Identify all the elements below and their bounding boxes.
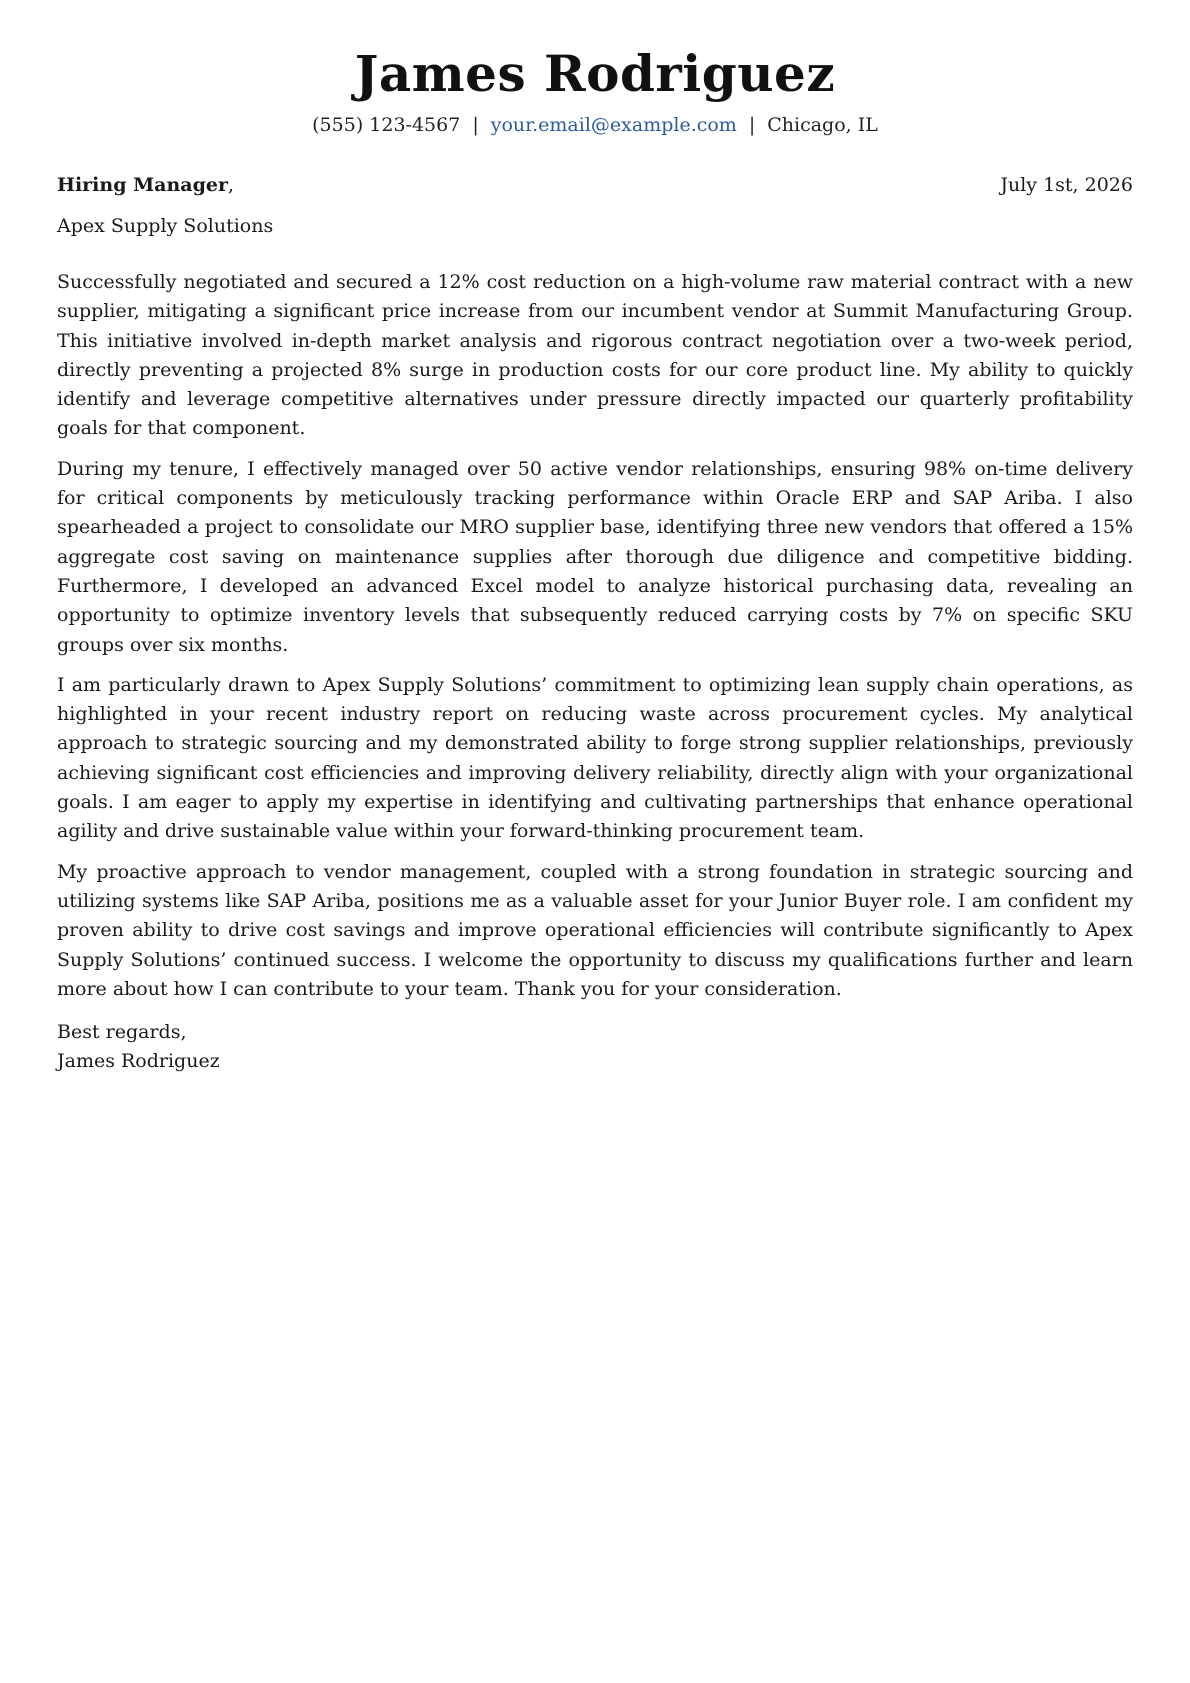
contact-separator: |	[472, 114, 479, 136]
recipient-company: Apex Supply Solutions	[57, 215, 274, 237]
email-link[interactable]: your.email@example.com	[490, 114, 737, 136]
contact-separator: |	[748, 114, 756, 136]
location: Chicago, IL	[767, 114, 878, 136]
closing-signature: James Rodriguez	[57, 1050, 220, 1073]
recipient-title-suffix: ,	[227, 174, 235, 196]
body-paragraph: Successfully negotiated and secured a 12% cost reduction on a high-volume raw material contract with a new supplier, mitigating a significant price increase from our incumbent vendor at Summit Manufacturing Group. This initiative involved in-depth market analysis and rigorous contract negotiation over a two-week period, directly preventing a projected 8% surge in production costs for our core product line. My ability to quickly identify and leverage competitive alternatives under pressure directly impacted our quarterly profitability goals for that component.	[57, 271, 1133, 440]
applicant-name: James Rodriguez	[354, 44, 836, 103]
letter-date: July 1st, 2026	[1000, 174, 1133, 196]
body-paragraph: I am particularly drawn to Apex Supply Solutions’ commitment to optimizing lean supply chain operations, as highlighted in your recent industry report on reducing waste across procurement cycles. My analytical approach to strategic sourcing and my demonstrated ability to forge strong supplier relationships, previously achieving significant cost efficiencies and improving delivery reliability, directly align with your organizational goals. I am eager to apply my expertise in identifying and cultivating partnerships that enhance operational agility and drive sustainable value within your forward-thinking procurement team.	[57, 673, 1133, 843]
recipient-date-row	[57, 172, 1133, 198]
letter-header	[57, 0, 1133, 138]
body-paragraph: My proactive approach to vendor management, coupled with a strong foundation in strategic sourcing and utilizing systems like SAP Ariba, positions me as a valuable asset for your Junior Buyer role. I am confident my proven ability to drive cost savings and improve operational efficiencies will contribute significantly to Apex Supply Solutions’ continued success. I welcome the opportunity to discuss my qualifications further and learn more about how I can contribute to your team. Thank you for your consideration.	[57, 860, 1133, 1000]
body-paragraph: During my tenure, I effectively managed over 50 active vendor relationships, ensuring 98% on-time delivery for critical components by meticulously tracking performance within Oracle ERP and SAP Ariba. I also spearheaded a project to consolidate our MRO supplier base, identifying three new vendors that offered a 15% aggregate cost saving on maintenance supplies after thorough due diligence and competitive bidding. Furthermore, I developed an advanced Excel model to analyze historical purchasing data, revealing an opportunity to optimize inventory levels that subsequently reduced carrying costs by 7% on specific SKU groups over six months.	[57, 457, 1133, 656]
phone-number: (555) 123-4567	[312, 114, 461, 136]
letter-closing	[57, 1018, 1133, 1076]
recipient-title: Hiring Manager	[57, 174, 228, 196]
closing-salutation: Best regards,	[57, 1021, 187, 1044]
letter-body	[57, 268, 1133, 1004]
recipient-line	[57, 172, 234, 198]
contact-line	[57, 112, 1133, 138]
